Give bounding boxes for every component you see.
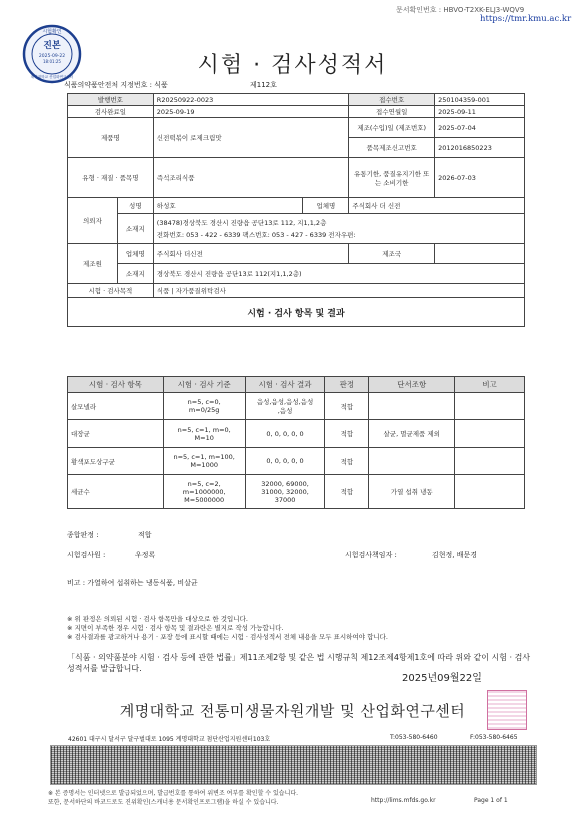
- row-item: 살모넬라: [68, 393, 164, 420]
- client-company-value: 주식회사 더 신전: [349, 198, 525, 214]
- type-value: 즉석조리식품: [153, 158, 349, 198]
- row-note: [455, 393, 525, 420]
- row-standard: n=5, c=1, m=0, M=10: [163, 420, 245, 448]
- report-no-label: 품목제조신고번호: [349, 138, 435, 158]
- col-result: 시험 · 검사 결과: [245, 377, 325, 393]
- client-loc-label: 소재지: [117, 214, 153, 244]
- designation-number: 제112호: [250, 81, 277, 89]
- maker-label: 제조원: [68, 244, 118, 284]
- legal-basis-text: 「식품 · 의약품분야 시험 · 검사 등에 관한 법률」제11조제2항 및 같은 법 시행규칙 제12조제4항제1호에 따라 위와 같이 시험 · 검사성적서를 발급합니다.: [67, 653, 531, 673]
- col-clause: 단서조항: [369, 377, 455, 393]
- responsible-value: 김현정, 배문경: [432, 551, 478, 559]
- judgment-label: 종합판정 :: [67, 531, 99, 539]
- client-address: (38478)경상북도 경산시 진량읍 공단13로 112, 지1,1,2층: [156, 218, 327, 227]
- col-item: 시험 · 검사 항목: [68, 377, 164, 393]
- row-note: [455, 448, 525, 475]
- row-result: 음성,음성,음성,음성 ,음성: [245, 393, 325, 420]
- row-item: 황색포도상구균: [68, 448, 164, 475]
- row-standard: n=5, c=0, m=0/25g: [163, 393, 245, 420]
- mfg-date-label: 제조(수입)일 (제조번호): [349, 118, 435, 138]
- report-info-table: [67, 93, 525, 327]
- issuer-url[interactable]: https://tmr.kmu.ac.kr: [480, 14, 572, 24]
- stamp-top-text: 시험확인: [42, 29, 62, 35]
- row-clause: [369, 393, 455, 420]
- verification-barcode-icon: [50, 745, 537, 785]
- tester-value: 우정록: [135, 551, 156, 559]
- judgment-value: 적합: [138, 531, 152, 539]
- issue-no-value: R20250922-0023: [153, 94, 349, 106]
- complete-date-value: 2025-09-19: [153, 106, 349, 118]
- client-name-value: 하성호: [153, 198, 303, 214]
- client-company-label: 업체명: [303, 198, 349, 214]
- row-result: 0, 0, 0, 0, 0: [245, 448, 325, 475]
- table-row: [68, 420, 525, 448]
- maker-company-value: 주식회사 더신전: [153, 244, 349, 264]
- product-value: 신전떡볶이 로제크림맛: [153, 118, 349, 158]
- table-row: [68, 475, 525, 509]
- note-3: ※ 검사결과를 광고하거나 용기 · 포장 등에 표시할 때에는 시험 · 검사성적서 전체 내용을 모두 표시하여야 합니다.: [67, 633, 388, 641]
- row-item: 대장균: [68, 420, 164, 448]
- expiry-value: 2026-07-03: [435, 158, 525, 198]
- stamp-mid-text: 진본: [43, 41, 61, 51]
- page-title: 시험 · 검사성적서: [197, 53, 388, 78]
- row-result: 0, 0, 0, 0, 0: [245, 420, 325, 448]
- note-2: ※ 지면이 부족한 경우 시험 · 검사 항목 및 결과란은 별지로 작성 가능합니다.: [67, 624, 284, 632]
- result-section-title: 시험 · 검사 항목 및 결과: [68, 298, 525, 327]
- row-clause: 살균, 멸균제품 제외: [369, 420, 455, 448]
- maker-address: 경상북도 경산시 진량읍 공단13로 112(지1,1,2층): [153, 264, 524, 284]
- expiry-label: 유통기한, 품질유지기한 또는 소비기한: [349, 158, 435, 198]
- receipt-no-label: 접수번호: [349, 94, 435, 106]
- organization-address: 42601 대구시 달서구 달구벌대로 1095 계명대학교 첨단산업지원센터103호: [68, 736, 271, 743]
- row-standard: n=5, c=2, m=1000000, M=5000000: [163, 475, 245, 509]
- note-1: ※ 위 판정은 의뢰된 시험 · 검사 항목만을 대상으로 한 것입니다.: [67, 615, 248, 623]
- remark: 비고 : 가열하여 섭취하는 냉동식품, 비살균: [67, 579, 198, 587]
- client-phone: 전화번호: 053 - 422 - 6339 팩스번호: 053 - 427 - 6339 전자우편:: [156, 230, 356, 239]
- row-clause: 가열 섭취 냉동: [369, 475, 455, 509]
- organization-tel: T:053-580-6460: [390, 734, 438, 741]
- maker-country-label: 제조국: [349, 244, 435, 264]
- stamp-date-text: 2025-09-22: [38, 54, 66, 59]
- purpose-value: 식품 | 자가품질위탁검사: [153, 284, 524, 298]
- footer-line-1: ※ 본 증명서는 인터넷으로 발급되었으며, 발급번호를 통하여 위변조 여부를 확인할 수 있습니다.: [48, 790, 299, 797]
- responsible-label: 시험검사책임자 :: [345, 551, 397, 559]
- stamp-bottom-text: 계명대학교 산업화연구센터: [30, 75, 74, 79]
- designation-label: 식품의약품안전처 지정번호 : 식품: [64, 81, 168, 89]
- client-label: 의뢰자: [68, 198, 118, 244]
- receipt-date-label: 접수연월일: [349, 106, 435, 118]
- stamp-time-text: 18:01:25: [43, 59, 61, 64]
- official-seal-icon: [487, 690, 527, 730]
- maker-company-label: 업체명: [117, 244, 153, 264]
- receipt-date-value: 2025-09-11: [435, 106, 525, 118]
- organization-name: 계명대학교 전통미생물자원개발 및 산업화연구센터: [119, 702, 466, 720]
- col-judgment: 판정: [325, 377, 369, 393]
- document-confirm-number: 문서확인번호 : HBVO-T2XK-ELJ3-WQV9: [396, 6, 525, 14]
- results-table: [67, 376, 525, 509]
- complete-date-label: 검사완료일: [68, 106, 154, 118]
- results-header-row: [68, 377, 525, 393]
- receipt-no-value: 250104359-001: [435, 94, 525, 106]
- report-no-value: 2012016850223: [435, 138, 525, 158]
- row-judgment: 적합: [325, 393, 369, 420]
- row-item: 세균수: [68, 475, 164, 509]
- tester-label: 시험검사원 :: [67, 551, 106, 559]
- col-standard: 시험 · 검사 기준: [163, 377, 245, 393]
- row-judgment: 적합: [325, 448, 369, 475]
- organization-fax: F:053-580-6465: [470, 734, 518, 741]
- purpose-label: 시험 · 검사목적: [68, 284, 154, 298]
- type-label: 유형 · 재질 · 품목명: [68, 158, 154, 198]
- product-label: 제품명: [68, 118, 154, 158]
- row-judgment: 적합: [325, 475, 369, 509]
- row-note: [455, 420, 525, 448]
- issue-no-label: 발행번호: [68, 94, 154, 106]
- issue-date: 2025년09월22일: [402, 673, 482, 684]
- col-note: 비고: [455, 377, 525, 393]
- table-row: [68, 448, 525, 475]
- footer-url[interactable]: http://lims.mfds.go.kr: [371, 797, 436, 804]
- row-standard: n=5, c=1, m=100, M=1000: [163, 448, 245, 475]
- mfg-date-value: 2025-07-04: [435, 118, 525, 138]
- client-name-label: 성명: [117, 198, 153, 214]
- maker-loc-label: 소재지: [117, 264, 153, 284]
- maker-country-value: [435, 244, 525, 264]
- page-number: Page 1 of 1: [474, 797, 508, 804]
- row-clause: [369, 448, 455, 475]
- row-note: [455, 475, 525, 509]
- row-result: 32000, 69000, 31000, 32000, 37000: [245, 475, 325, 509]
- table-row: [68, 393, 525, 420]
- row-judgment: 적합: [325, 420, 369, 448]
- footer-line-2: 또한, 문서하단의 바코드로도 진위확인(스캐너용 문서확인프로그램)을 하실 수 있습니다.: [48, 799, 279, 806]
